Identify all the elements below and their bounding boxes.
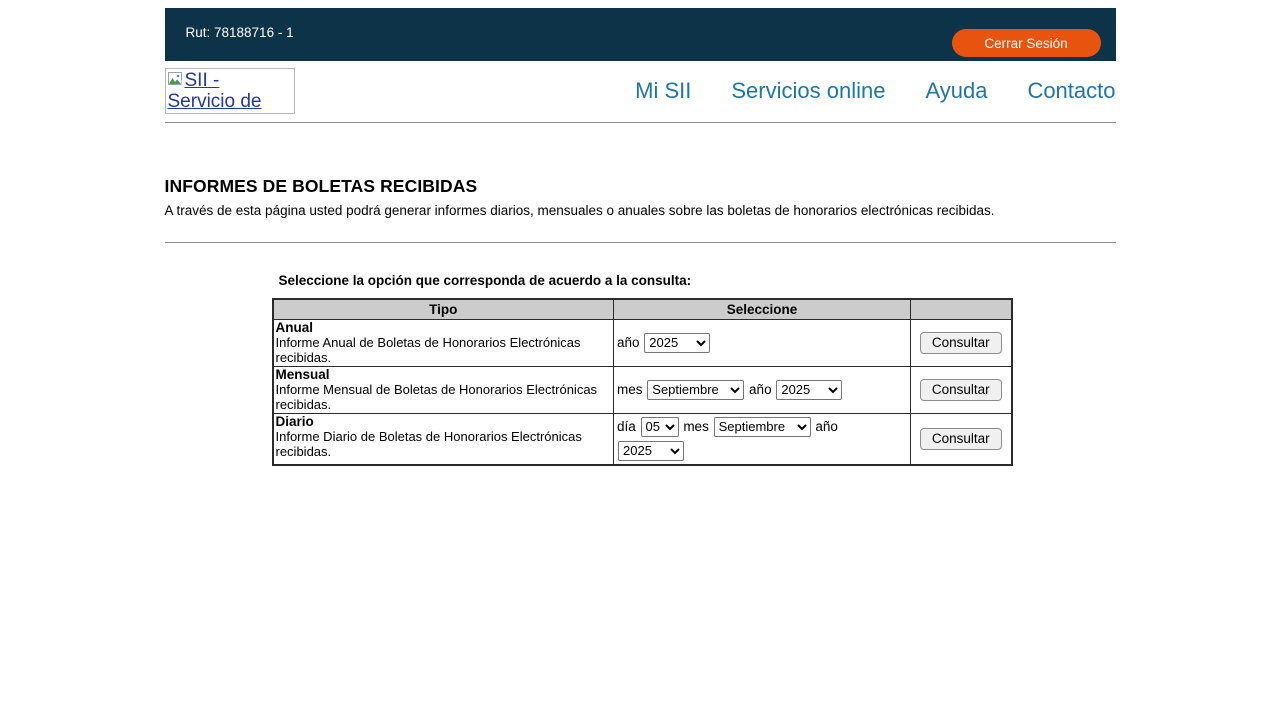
anual-ano-label: año (617, 334, 640, 350)
anual-type-label: Anual (275, 319, 314, 335)
rut-label: Rut: 78188716 - 1 (185, 25, 294, 40)
diario-select-cell (614, 413, 911, 465)
nav-mi-sii[interactable]: Mi SII (635, 78, 692, 103)
diario-ano-label: año (815, 418, 838, 434)
mensual-type-cell (273, 366, 614, 413)
page-title: INFORMES DE BOLETAS RECIBIDAS (164, 176, 478, 196)
anual-ano-select[interactable] (644, 333, 710, 353)
diario-type-cell (273, 413, 614, 465)
column-header-seleccione: Seleccione (614, 299, 911, 319)
anual-select-cell (614, 319, 911, 366)
selection-prompt: Seleccione la opción que corresponda de acuerdo a la consulta: (278, 273, 692, 288)
anual-type-cell (273, 319, 614, 366)
mensual-mes-label: mes (617, 381, 643, 397)
mensual-ano-label: año (749, 381, 772, 397)
consultar-mensual-button[interactable]: Consultar (920, 379, 1002, 401)
nav-ayuda[interactable]: Ayuda (925, 78, 988, 103)
table-row-mensual (273, 366, 1012, 413)
diario-type-description: Informe Diario de Boletas de Honorarios Electrónicas recibidas. (275, 428, 582, 459)
nav-servicios-online[interactable]: Servicios online (731, 78, 886, 103)
mensual-type-description: Informe Mensual de Boletas de Honorarios Electrónicas recibidas. (275, 381, 598, 412)
report-options-table (272, 298, 1013, 466)
diario-mes-select[interactable] (714, 417, 811, 437)
consultar-diario-button[interactable]: Consultar (920, 428, 1002, 450)
diario-dia-select[interactable] (641, 417, 679, 437)
table-row-anual (273, 319, 1012, 366)
table-header-row (273, 299, 1012, 319)
page-description: A través de esta página usted podrá generar informes diarios, mensuales o anuales sobre las boletas de honorarios electrónicas recibidas. (164, 203, 995, 218)
mensual-type-label: Mensual (275, 366, 330, 382)
sii-logo-link[interactable] (165, 68, 295, 114)
broken-image-icon (168, 70, 184, 91)
consultar-anual-button[interactable]: Consultar (920, 332, 1002, 354)
page-container (165, 8, 1116, 466)
diario-mes-label: mes (683, 418, 709, 434)
header-divider (165, 122, 1116, 123)
topbar (165, 8, 1116, 61)
logout-button[interactable]: Cerrar Sesión (952, 29, 1101, 57)
diario-dia-label: día (617, 418, 636, 434)
diario-action-cell (911, 413, 1012, 465)
column-header-actions (911, 299, 1012, 319)
mensual-select-cell (614, 366, 911, 413)
logo-alt-text: SII - Servicio de (167, 70, 262, 112)
content-divider (165, 242, 1116, 243)
diario-type-label: Diario (275, 413, 314, 429)
table-row-diario (273, 413, 1012, 465)
mensual-mes-select[interactable] (647, 380, 744, 400)
anual-action-cell (911, 319, 1012, 366)
mensual-ano-select[interactable] (776, 380, 842, 400)
anual-type-description: Informe Anual de Boletas de Honorarios Electrónicas recibidas. (275, 334, 581, 365)
mensual-action-cell (911, 366, 1012, 413)
column-header-tipo: Tipo (273, 299, 614, 319)
nav-contacto[interactable]: Contacto (1027, 78, 1116, 103)
site-header (165, 68, 1116, 114)
diario-ano-select[interactable] (618, 441, 684, 461)
main-nav (635, 78, 1115, 104)
